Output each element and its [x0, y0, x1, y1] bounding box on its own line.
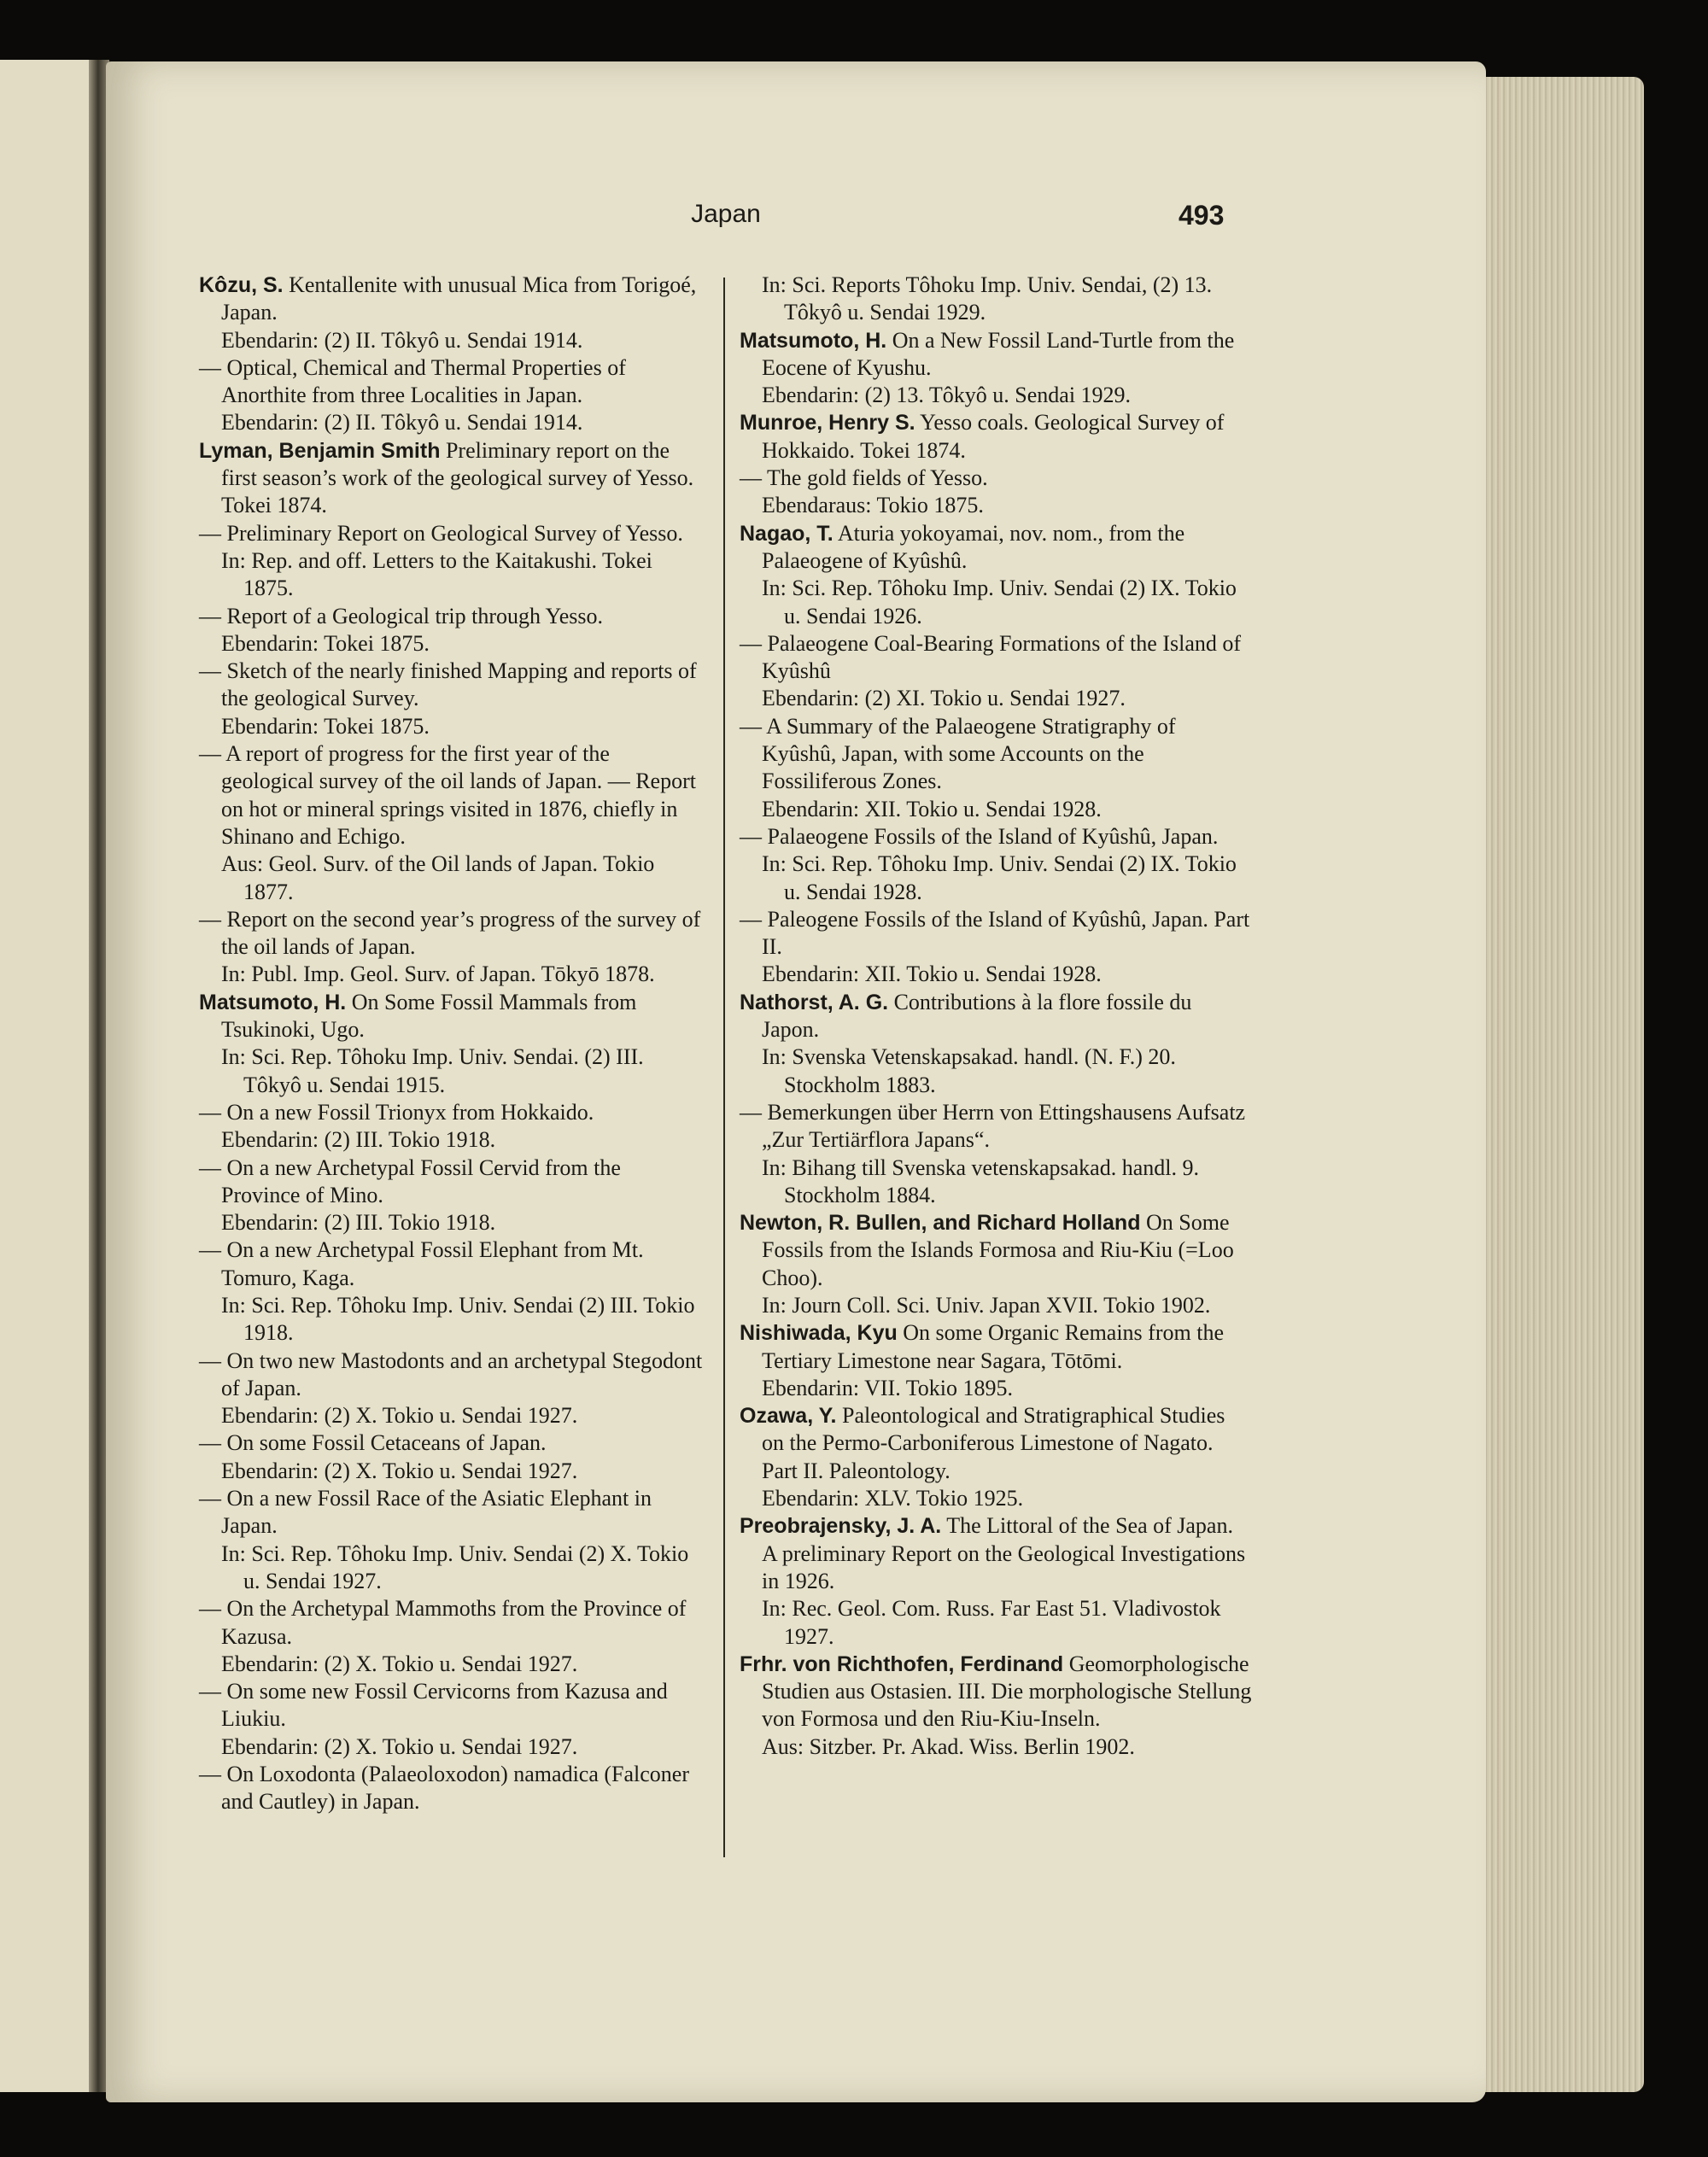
entry-title-line [740, 1402, 1252, 1485]
bibliography-entry [199, 989, 705, 1816]
entry-title-line [740, 1099, 1252, 1154]
entry-text: Ebendarin: XLV. Tokio 1925. [762, 1486, 1024, 1511]
entry-title-line [199, 989, 705, 1044]
entry-source-line [740, 1485, 1252, 1512]
entry-source-line [740, 382, 1252, 409]
entry-title-line [740, 409, 1252, 465]
entry-text: On some Organic Remains from the Tertiary Limestone near Sagara, Tōtōmi. [762, 1320, 1224, 1373]
entry-text: Preliminary report on the first season’s work of the geological survey of Yesso. Tokei 1874. [221, 437, 694, 518]
entry-source-line [740, 1595, 1252, 1651]
entry-source-line [199, 1126, 705, 1154]
entry-text: Paleontological and Stratigraphical Studies on the Permo-Carboniferous Limestone of Nagato. Part II. Paleontology. [762, 1403, 1225, 1483]
entry-author: Nagao, T. [740, 521, 834, 546]
entry-title-line [740, 713, 1252, 796]
bibliography-entry [199, 437, 705, 989]
entry-source-line [199, 1458, 705, 1485]
entry-text: Ebendarin: (2) X. Tokio u. Sendai 1927. [221, 1733, 578, 1759]
bibliography-entry [740, 272, 1252, 327]
entry-text: — On Loxodonta (Palaeoloxodon) namadica (Falconer and Cautley) in Japan. [199, 1762, 689, 1815]
entry-author: Frhr. von Richthofen, Ferdinand [740, 1651, 1064, 1676]
entry-source-line [199, 327, 705, 354]
entry-text: — Bemerkungen über Herrn von Ettingshausens Aufsatz „Zur Tertiärflora Japans“. [740, 1099, 1246, 1153]
entry-source-line [199, 1651, 705, 1678]
entry-text: In: Sci. Reports Tôhoku Imp. Univ. Sendai, (2) 13. Tôkyô u. Sendai 1929. [762, 272, 1213, 325]
entry-text: — Optical, Chemical and Thermal Properties of Anorthite from three Localities in Japan. [199, 354, 626, 408]
entry-source-line [740, 685, 1252, 712]
entry-text: In: Svenska Vetenskapsakad. handl. (N. F.) 20. Stockholm 1883. [762, 1044, 1176, 1097]
column-divider [723, 278, 725, 1857]
bibliography-entry [740, 1512, 1252, 1650]
entry-text: On Some Fossils from the Islands Formosa and Riu-Kiu (=Loo Choo). [762, 1210, 1234, 1290]
entry-author: Nishiwada, Kyu [740, 1321, 898, 1346]
entry-text: — Report on the second year’s progress of the survey of the oil lands of Japan. [199, 906, 701, 960]
entry-source-line [199, 1402, 705, 1429]
entry-author: Newton, R. Bullen, and Richard Holland [740, 1211, 1141, 1236]
entry-text: Aturia yokoyamai, nov. nom., from the Palaeogene of Kyûshû. [762, 520, 1185, 573]
entry-author: Ozawa, Y. [740, 1404, 837, 1429]
entry-text: — On a new Archetypal Fossil Elephant from Mt. Tomuro, Kaga. [199, 1237, 644, 1290]
entry-author: Matsumoto, H. [740, 328, 887, 353]
entry-title-line [199, 354, 705, 410]
entry-author: Munroe, Henry S. [740, 411, 915, 435]
entry-source-line [740, 796, 1252, 823]
bibliography-entry [740, 989, 1252, 1209]
left-page-edge [0, 60, 101, 2092]
entry-author: Kôzu, S. [199, 273, 284, 297]
entry-text: On Some Fossil Mammals from Tsukinoki, Ugo. [221, 989, 637, 1043]
entry-text: In: Sci. Rep. Tôhoku Imp. Univ. Sendai (2) III. Tokio 1918. [221, 1292, 695, 1346]
entry-text: Ebendarin: Tokei 1875. [221, 630, 430, 656]
bibliography-entry [740, 1319, 1252, 1402]
entry-text: — A report of progress for the first year of the geological survey of the oil lands of Japan. — Report on hot or mineral springs visited in 1876, chiefly in Shinano and Echigo. [199, 741, 696, 849]
bibliography-entry [740, 327, 1252, 410]
entry-text: Aus: Sitzber. Pr. Akad. Wiss. Berlin 1902. [762, 1733, 1135, 1759]
entry-author: Lyman, Benjamin Smith [199, 438, 441, 463]
entry-title-line [199, 603, 705, 630]
bibliography-entry [199, 272, 705, 437]
entry-author: Matsumoto, H. [199, 990, 347, 1014]
entry-text: Ebendarin: (2) III. Tokio 1918. [221, 1210, 496, 1236]
entry-title-line [199, 1761, 705, 1816]
entry-title-line [740, 1651, 1252, 1733]
entry-title-line [740, 906, 1252, 962]
entry-title-line [740, 465, 1252, 492]
bibliography-entry [740, 1651, 1252, 1761]
bibliography-entry [740, 520, 1252, 989]
entry-text: Ebendarin: XII. Tokio u. Sendai 1928. [762, 796, 1102, 821]
entry-source-line [199, 409, 705, 436]
entry-text: — On a new Fossil Race of the Asiatic Elephant in Japan. [199, 1486, 652, 1539]
entry-source-line [740, 1375, 1252, 1402]
entry-text: In: Publ. Imp. Geol. Surv. of Japan. Tōkyō 1878. [221, 962, 655, 987]
entry-text: — On a new Archetypal Fossil Cervid from the Province of Mino. [199, 1154, 621, 1207]
bibliography-entry [740, 1402, 1252, 1512]
entry-title-line [740, 823, 1252, 851]
bibliography-entry [740, 409, 1252, 519]
entry-text: — Paleogene Fossils of the Island of Kyûshû, Japan. Part II. [740, 906, 1250, 960]
entry-source-line [740, 1043, 1252, 1099]
entry-text: In: Rec. Geol. Com. Russ. Far East 51. Vladivostok 1927. [762, 1596, 1221, 1649]
entry-title-line [740, 1512, 1252, 1595]
entry-text: In: Bihang till Svenska vetenskapsakad. handl. 9. Stockholm 1884. [762, 1154, 1199, 1207]
entry-text: — On some new Fossil Cervicorns from Kazusa and Liukiu. [199, 1679, 668, 1732]
entry-source-line [199, 547, 705, 603]
entry-source-line [740, 272, 1252, 327]
entry-source-line [740, 1292, 1252, 1319]
entry-source-line [199, 713, 705, 740]
entry-text: — Sketch of the nearly finished Mapping and reports of the geological Survey. [199, 658, 697, 711]
entry-source-line [740, 492, 1252, 519]
entry-title-line [199, 437, 705, 520]
entry-title-line [199, 1236, 705, 1292]
entry-text: In: Sci. Rep. Tôhoku Imp. Univ. Sendai (2) IX. Tokio u. Sendai 1926. [762, 576, 1237, 628]
entry-source-line [740, 851, 1252, 906]
entry-text: Ebendarin: (2) X. Tokio u. Sendai 1927. [221, 1403, 578, 1429]
entry-text: — On a new Fossil Trionyx from Hokkaido. [199, 1099, 594, 1125]
entry-title-line [740, 520, 1252, 576]
entry-source-line [740, 961, 1252, 988]
entry-title-line [199, 906, 705, 962]
entry-text: Ebendarin: XII. Tokio u. Sendai 1928. [762, 962, 1102, 987]
entry-title-line [199, 1154, 705, 1210]
entry-source-line [740, 1733, 1252, 1761]
entry-text: The Littoral of the Sea of Japan. A preliminary Report on the Geological Investigations in 1926. [762, 1513, 1246, 1593]
entry-text: On a New Fossil Land-Turtle from the Eocene of Kyushu. [762, 327, 1235, 380]
entry-text: Yesso coals. Geological Survey of Hokkaido. Tokei 1874. [762, 410, 1225, 463]
entry-source-line [199, 961, 705, 988]
entry-text: — A Summary of the Palaeogene Stratigraphy of Kyûshû, Japan, with some Accounts on the Fossiliferous Zones. [740, 713, 1176, 794]
entry-author: Nathorst, A. G. [740, 990, 889, 1014]
entry-text: Ebendarin: (2) XI. Tokio u. Sendai 1927. [762, 686, 1126, 711]
entry-text: Ebendaraus: Tokio 1875. [762, 493, 984, 518]
entry-text: Kentallenite with unusual Mica from Torigoé, Japan. [221, 272, 697, 325]
entry-text: — The gold fields of Yesso. [740, 465, 988, 491]
entry-text: — On some Fossil Cetaceans of Japan. [199, 1430, 547, 1456]
entry-text: Contributions à la flore fossile du Japon. [762, 989, 1192, 1043]
entry-text: Geomorphologische Studien aus Ostasien. III. Die morphologische Stellung von Formosa und den Riu-Kiu-Inseln. [762, 1651, 1252, 1732]
entry-title-line [740, 1319, 1252, 1375]
entry-source-line [199, 851, 705, 906]
entry-title-line [199, 1429, 705, 1457]
entry-text: — Palaeogene Coal-Bearing Formations of the Island of Kyûshû [740, 630, 1242, 684]
right-column [740, 272, 1252, 1761]
entry-text: Ebendarin: (2) III. Tokio 1918. [221, 1127, 496, 1153]
entry-source-line [199, 1540, 705, 1596]
entry-source-line [199, 630, 705, 658]
entry-title-line [199, 272, 705, 327]
entry-text: In: Sci. Rep. Tôhoku Imp. Univ. Sendai. (2) III. Tôkyô u. Sendai 1915. [221, 1044, 644, 1097]
entry-source-line [199, 1209, 705, 1236]
entry-source-line [740, 1154, 1252, 1210]
entry-source-line [199, 1043, 705, 1099]
entry-source-line [740, 575, 1252, 630]
page-number: 493 [1179, 200, 1225, 231]
page-fore-edge [1482, 77, 1644, 2092]
running-head-title: Japan [691, 200, 761, 228]
entry-text: Ebendarin: (2) 13. Tôkyô u. Sendai 1929. [762, 383, 1132, 408]
entry-text: Ebendarin: (2) X. Tokio u. Sendai 1927. [221, 1458, 578, 1483]
entry-title-line [199, 1099, 705, 1126]
entry-text: Ebendarin: VII. Tokio 1895. [762, 1375, 1014, 1400]
entry-author: Preobrajensky, J. A. [740, 1514, 942, 1539]
entry-text: In: Sci. Rep. Tôhoku Imp. Univ. Sendai (2) IX. Tokio u. Sendai 1928. [762, 851, 1237, 904]
entry-text: Aus: Geol. Surv. of the Oil lands of Japan. Tokio 1877. [221, 851, 655, 904]
entry-text: In: Sci. Rep. Tôhoku Imp. Univ. Sendai (2) X. Tokio u. Sendai 1927. [221, 1540, 689, 1593]
entry-text: — Preliminary Report on Geological Survey of Yesso. [199, 520, 683, 546]
left-column [199, 272, 705, 1816]
entry-title-line [199, 658, 705, 713]
entry-title-line [199, 1678, 705, 1733]
entry-title-line [740, 989, 1252, 1044]
entry-source-line [199, 1292, 705, 1347]
entry-text: — On two new Mastodonts and an archetypal Stegodont of Japan. [199, 1347, 703, 1400]
entry-text: In: Rep. and off. Letters to the Kaitakushi. Tokei 1875. [221, 547, 652, 601]
entry-title-line [740, 327, 1252, 383]
entry-text: — Palaeogene Fossils of the Island of Kyûshû, Japan. [740, 823, 1219, 849]
entry-text: — On the Archetypal Mammoths from the Province of Kazusa. [199, 1596, 687, 1649]
entry-title-line [199, 1485, 705, 1540]
entry-title-line [199, 1595, 705, 1651]
entry-title-line [740, 630, 1252, 686]
entry-title-line [740, 1209, 1252, 1292]
entry-text: Ebendarin: (2) II. Tôkyô u. Sendai 1914. [221, 410, 583, 435]
entry-text: Ebendarin: Tokei 1875. [221, 713, 430, 739]
entry-text: Ebendarin: (2) X. Tokio u. Sendai 1927. [221, 1651, 578, 1676]
entry-source-line [199, 1733, 705, 1761]
entry-title-line [199, 1347, 705, 1403]
bibliography-entry [740, 1209, 1252, 1319]
entry-text: In: Journ Coll. Sci. Univ. Japan XVII. Tokio 1902. [762, 1292, 1211, 1318]
entry-title-line [199, 520, 705, 547]
entry-text: — Report of a Geological trip through Yesso. [199, 603, 604, 628]
entry-text: Ebendarin: (2) II. Tôkyô u. Sendai 1914. [221, 327, 583, 353]
entry-title-line [199, 740, 705, 851]
